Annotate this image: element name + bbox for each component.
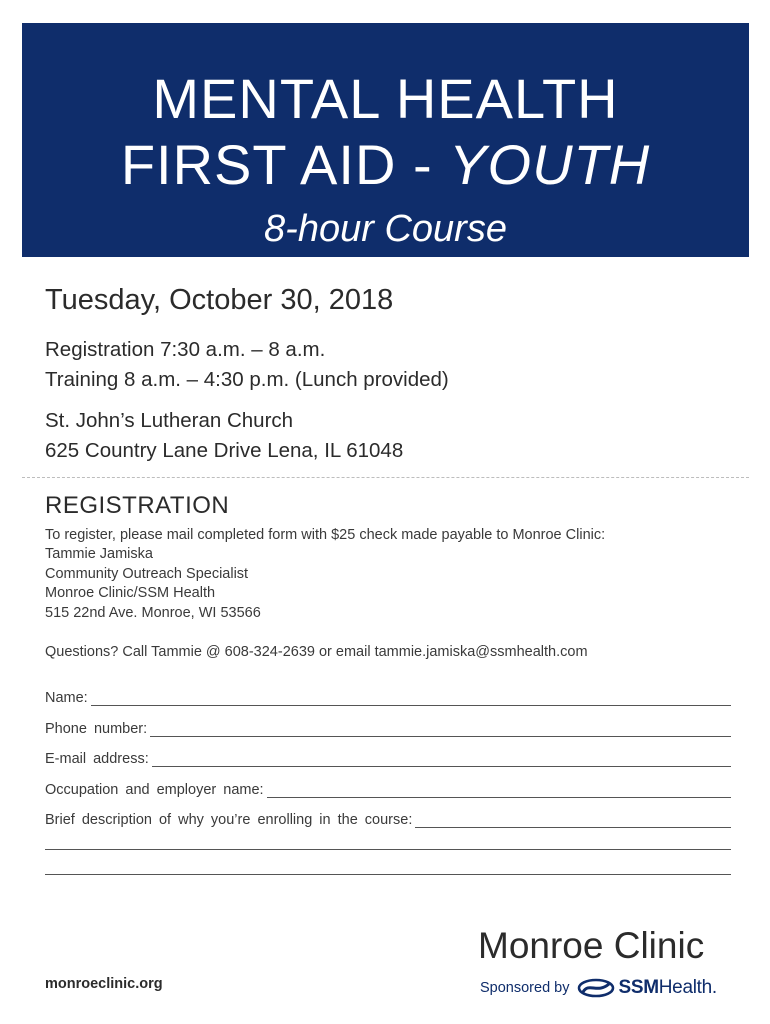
contact-organization: Monroe Clinic/SSM Health	[45, 585, 216, 601]
description-extra-line-2[interactable]	[45, 874, 731, 875]
title-banner	[22, 23, 749, 257]
name-field[interactable]	[45, 686, 731, 706]
cut-line-divider	[22, 477, 749, 478]
training-time: Training 8 a.m. – 4:30 p.m. (Lunch provided)	[45, 368, 449, 391]
description-field[interactable]	[45, 808, 731, 828]
name-label: Name:	[45, 690, 88, 706]
questions-line: Questions? Call Tammie @ 608-324-2639 or email tammie.jamiska@ssmhealth.com	[45, 644, 588, 660]
description-label: Brief description of why you’re enrolling in the course:	[45, 812, 413, 828]
title-line-2-prefix: FIRST AID -	[120, 133, 450, 196]
sponsored-by-label: Sponsored by	[480, 980, 570, 996]
title-line-2	[22, 133, 749, 197]
phone-blank[interactable]	[150, 722, 731, 737]
contact-street: 515 22nd Ave. Monroe, WI 53566	[45, 605, 261, 621]
registration-heading: REGISTRATION	[45, 492, 230, 519]
phone-label: Phone number:	[45, 721, 148, 737]
website-link[interactable]: monroeclinic.org	[45, 976, 163, 992]
title-line-2-emphasis: YOUTH	[449, 133, 651, 196]
ssm-logo-light: Health.	[658, 977, 717, 998]
email-field[interactable]	[45, 747, 731, 767]
ssm-logo-bold: SSM	[618, 977, 659, 998]
ssm-health-logo	[618, 977, 716, 999]
sponsor-line	[480, 974, 717, 1002]
venue-address: 625 Country Lane Drive Lena, IL 61048	[45, 439, 404, 462]
registration-time: Registration 7:30 a.m. – 8 a.m.	[45, 338, 326, 361]
description-extra-line-1[interactable]	[45, 849, 731, 850]
occupation-field[interactable]	[45, 778, 731, 798]
email-label: E-mail address:	[45, 751, 149, 767]
occupation-blank[interactable]	[267, 783, 731, 798]
title-line-1: MENTAL HEALTH	[152, 67, 619, 130]
venue-name: St. John’s Lutheran Church	[45, 409, 294, 432]
name-blank[interactable]	[91, 691, 731, 706]
contact-title: Community Outreach Specialist	[45, 566, 249, 582]
email-blank[interactable]	[152, 752, 731, 767]
ssm-health-swoosh-icon	[577, 978, 615, 998]
contact-name: Tammie Jamiska	[45, 546, 153, 562]
event-date: Tuesday, October 30, 2018	[45, 284, 394, 316]
phone-field[interactable]	[45, 717, 731, 737]
description-blank[interactable]	[415, 813, 731, 828]
registration-instructions: To register, please mail completed form with $25 check made payable to Monroe Clinic:	[45, 527, 606, 543]
course-subtitle: 8-hour Course	[264, 208, 507, 250]
occupation-label: Occupation and employer name:	[45, 782, 264, 798]
monroe-clinic-logo: Monroe Clinic	[478, 925, 705, 966]
